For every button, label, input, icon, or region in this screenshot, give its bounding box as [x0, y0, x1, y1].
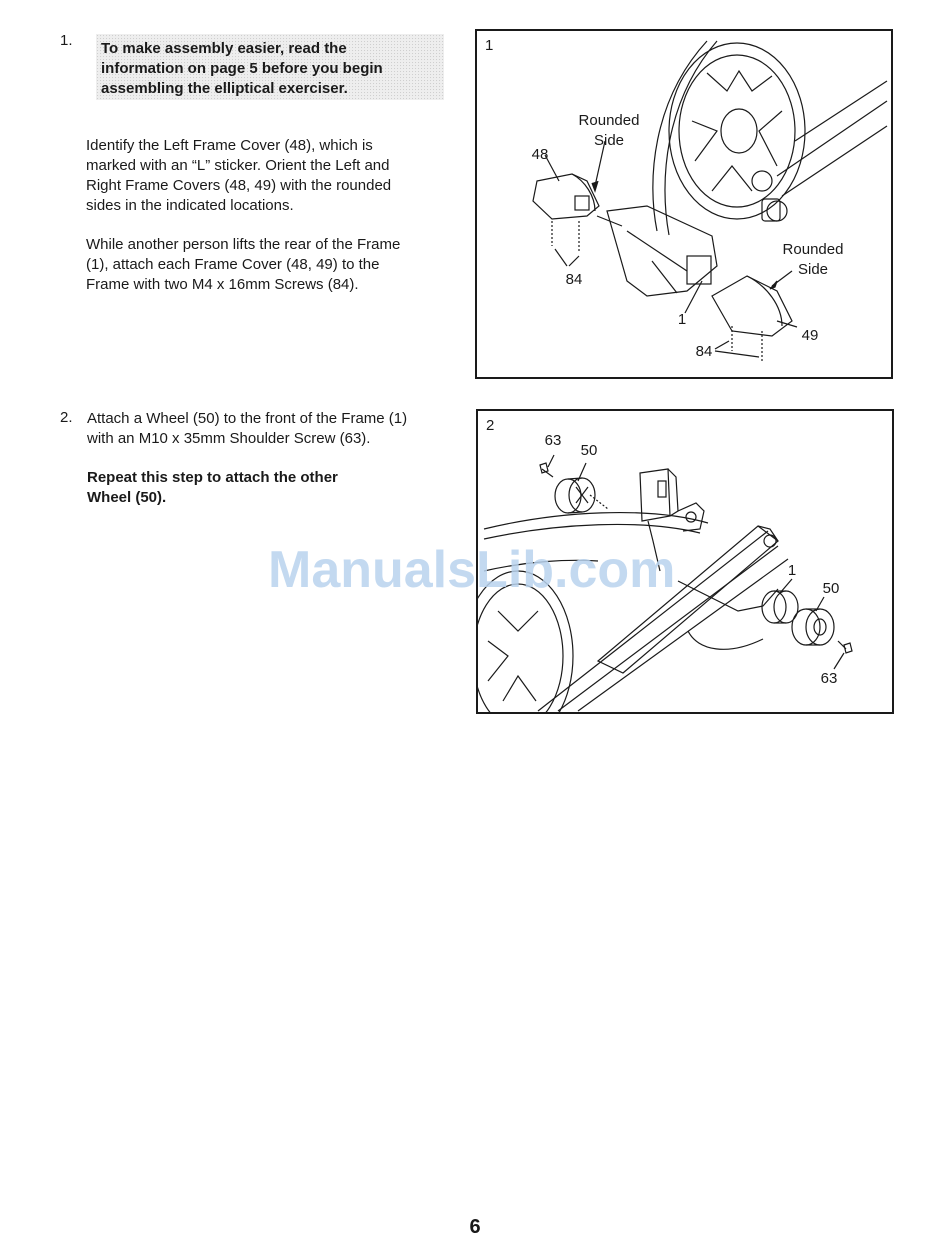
- watermark: ManualsLib.com: [268, 541, 676, 599]
- step-2-number: 2.: [60, 409, 73, 426]
- figure-1: [475, 29, 893, 379]
- callout-rounded-side-top: Rounded Side: [578, 112, 640, 149]
- callout-part-50-top: 50: [580, 442, 598, 459]
- callout-part-49: 49: [801, 327, 819, 344]
- callout-part-84-bottom: 84: [695, 343, 713, 360]
- callout-part-48: 48: [531, 146, 549, 163]
- step-1-number: 1.: [60, 32, 73, 49]
- step-1-note-text: To make assembly easier, read the information on page 5 before you begin assembling the elliptical exerciser.: [101, 40, 383, 97]
- callout-part-1: 1: [677, 311, 687, 328]
- callout-rounded-side-right: Rounded Side: [782, 241, 844, 278]
- step-2-paragraph-2: Repeat this step to attach the other Wheel (50).: [87, 469, 338, 506]
- page-number: 6: [469, 1216, 481, 1238]
- callout-part-63-bottom: 63: [820, 670, 838, 687]
- figure-2-label: 2: [486, 417, 495, 434]
- callout-part-84-left: 84: [565, 271, 583, 288]
- step-2-paragraph-1: Attach a Wheel (50) to the front of the Frame (1) with an M10 x 35mm Shoulder Screw (63).: [87, 410, 408, 447]
- callout-part-50-right: 50: [822, 580, 840, 597]
- figure-1-label: 1: [485, 37, 494, 54]
- step-1-note-box: [96, 34, 444, 100]
- callout-part-63-top: 63: [544, 432, 562, 449]
- callout-part-1: 1: [787, 562, 797, 579]
- step-1-paragraph-1: Identify the Left Frame Cover (48), which is marked with an “L” sticker. Orient the Left and Right Frame Covers (48, 49) with the rounded sides in the indicated locations.: [86, 137, 392, 214]
- step-1-paragraph-2: While another person lifts the rear of the Frame (1), attach each Frame Cover (48, 49) to the Frame with two M4 x 16mm Screws (84).: [86, 236, 401, 293]
